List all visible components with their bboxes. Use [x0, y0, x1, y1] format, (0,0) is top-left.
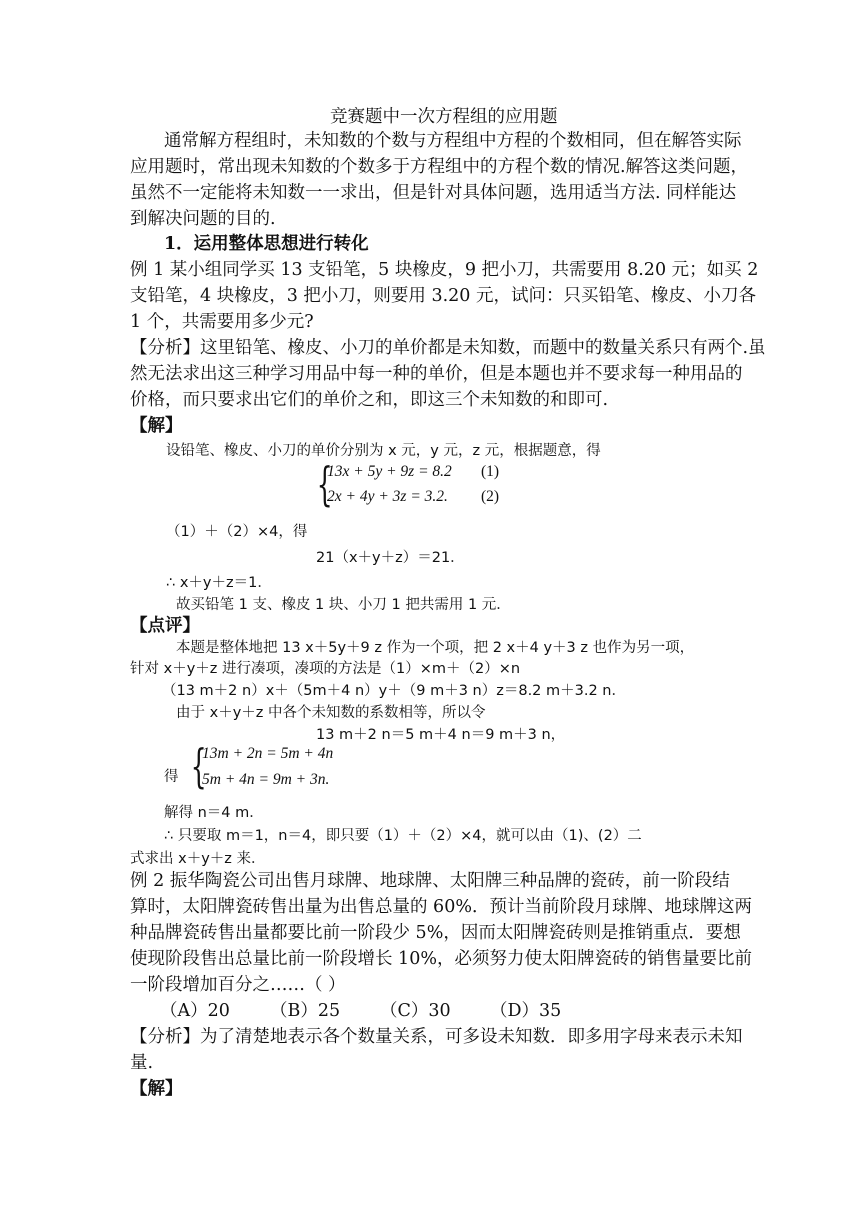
comment-line: 针对 x＋y＋z 进行凑项，凑项的方法是（1）×m＋（2）×n [130, 661, 521, 677]
equation-1: 13x + 5y + 9z = 8.2 [327, 463, 452, 480]
comment-line: 13 m＋2 n＝5 m＋4 n＝9 m＋3 n， [316, 727, 566, 743]
comment-line: 本题是整体地把 13 x＋5y＋9 z 作为一个项，把 2 x＋4 y＋3 z 也作为另一项， [176, 640, 695, 656]
intro-line: 到解决问题的目的. [130, 209, 276, 229]
example1-line: 1 个，共需要用多少元? [130, 312, 314, 332]
option-d: （D）35 [490, 1001, 562, 1021]
system-brace: { [316, 457, 333, 511]
comment-line: 解得 n＝4 m． [164, 805, 264, 821]
equation-2-tag: (2) [481, 488, 500, 505]
intro-line: 虽然不一定能将未知数一一求出，但是针对具体问题，选用适当方法. 同样能达 [130, 183, 737, 203]
comment-de: 得 [164, 769, 179, 785]
comment-line: 由于 x＋y＋z 中各个未知数的系数相等，所以令 [176, 705, 486, 721]
analysis2-line: 量. [130, 1053, 154, 1073]
example2-line: 种品牌瓷砖售出量都要比前一阶段少 5%，因而太阳牌瓷砖则是推销重点．要想 [130, 923, 741, 943]
section-heading: 1．运用整体思想进行转化 [164, 234, 369, 254]
option-a: （A）20 [160, 1001, 230, 1021]
equation-1-tag: (1) [481, 463, 500, 480]
example2-line: 算时，太阳牌瓷砖售出量为出售总量的 60%．预计当前阶段月球牌、地球牌这两 [130, 897, 752, 917]
analysis1-line: 价格，而只要求出它们的单价之和，即这三个未知数的和即可. [130, 390, 609, 410]
example1-line: 例 1 某小组同学买 13 支铅笔，5 块橡皮，9 把小刀，共需要用 8.20 元；如买 2 [130, 260, 759, 280]
comment-label: 【点评】 [130, 616, 200, 636]
equation-3: 13m + 2n = 5m + 4n [202, 745, 334, 762]
system-brace: { [190, 739, 207, 793]
intro-line: 通常解方程组时，未知数的个数与方程组中方程的个数相同，但在解答实际 [164, 131, 742, 151]
analysis1-line: 然无法求出这三种学习用品中每一种的单价，但是本题也并不要求每一种用品的 [130, 364, 743, 384]
solution-label: 【解】 [130, 416, 183, 436]
option-b: （B）25 [270, 1001, 341, 1021]
comment-line: 式求出 x＋y＋z 来． [130, 851, 266, 867]
equation-4: 5m + 4n = 9m + 3n. [202, 771, 330, 788]
equation-2: 2x + 4y + 3z = 3.2. [327, 488, 448, 505]
solution-line: （1）＋（2）×4，得 [166, 524, 308, 540]
analysis1-line: 【分析】这里铅笔、橡皮、小刀的单价都是未知数，而题中的数量关系只有两个.虽 [130, 338, 766, 358]
page-title: 竞赛题中一次方程组的应用题 [330, 107, 558, 127]
example2-line: 例 2 振华陶瓷公司出售月球牌、地球牌、太阳牌三种品牌的瓷砖，前一阶段结 [130, 871, 730, 891]
example2-line: 一阶段增加百分之……（ ） [130, 975, 346, 995]
analysis2-line: 【分析】为了清楚地表示各个数量关系，可多设未知数．即多用字母来表示未知 [130, 1027, 743, 1047]
option-c: （C）30 [380, 1001, 451, 1021]
solution-line: 21（x＋y＋z）＝21． [316, 550, 465, 566]
solution-line: ∴ x＋y＋z＝1． [166, 575, 272, 591]
solution-label-2: 【解】 [130, 1079, 183, 1099]
solution-line: 故买铅笔 1 支、橡皮 1 块、小刀 1 把共需用 1 元． [176, 597, 511, 613]
comment-line: ∴ 只要取 m＝1，n＝4，即只要（1）＋（2）×4，就可以由（1)、(2）二 [164, 828, 642, 844]
solution-line: 设铅笔、橡皮、小刀的单价分别为 x 元，y 元，z 元，根据题意，得 [166, 443, 601, 459]
example1-line: 支铅笔，4 块橡皮，3 把小刀，则要用 3.20 元，试问：只买铅笔、橡皮、小刀各 [130, 286, 756, 306]
example2-line: 使现阶段售出总量比前一阶段增长 10%，必须努力使太阳牌瓷砖的销售量要比前 [130, 949, 752, 969]
comment-line: （13 m＋2 n）x＋（5m＋4 n）y＋（9 m＋3 n）z＝8.2 m＋3.2 n． [162, 683, 626, 699]
intro-line: 应用题时，常出现未知数的个数多于方程组中的方程个数的情况.解答这类问题， [130, 157, 749, 177]
